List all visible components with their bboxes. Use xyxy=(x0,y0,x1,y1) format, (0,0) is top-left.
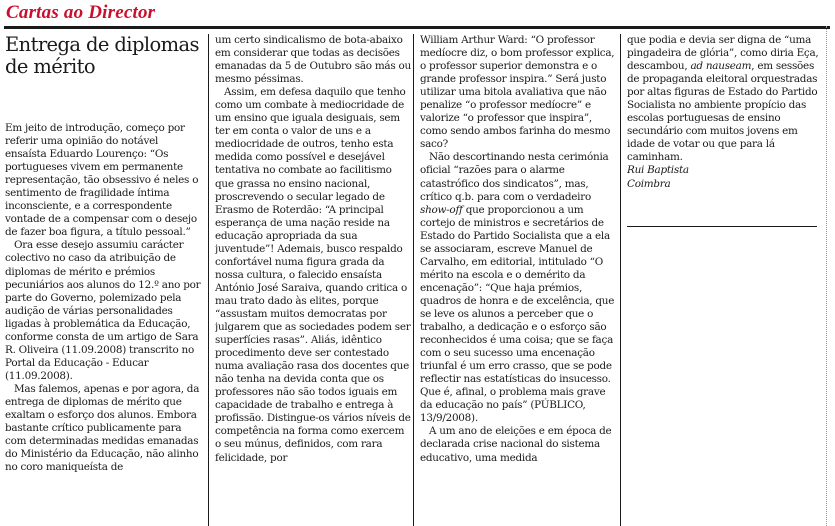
letter-column-4 xyxy=(627,34,823,526)
emphasis-text: ad nauseam xyxy=(690,60,752,73)
emphasis-text: show-off xyxy=(420,203,463,216)
paragraph: William Arthur Ward: “O professor medíocre diz, o bom professor explica, o professor superior demonstra e o grande professor inspira.” Será justo utilizar uma bitola avaliativa que não penalize “o professor medíocre” e valorize “o professor que inspira”, como sendo ambos farinha do mesmo saco? xyxy=(420,34,615,151)
paragraph: Mas falemos, apenas e por agora, da entrega de diplomas de mérito que exaltam o esforço dos alunos. Embora bastante crítico publicamente para com determinadas medidas emanadas do Ministério da Educação, não alinho no coro maniqueísta de xyxy=(5,382,200,474)
paragraph: um certo sindicalismo de bota-abaixo em considerar que todas as decisões emanadas da 5 de Outubro são más ou mesmo péssimas. xyxy=(215,34,411,86)
paragraph-text: que podia e devia ser digna de “uma pingadeira de glória”, como diria Eça, descambou, xyxy=(627,34,819,73)
letter-column-1 xyxy=(5,34,202,526)
letter-author: Rui Baptista xyxy=(627,164,689,177)
paragraph: Em jeito de introdução, começo por referir uma opinião do notável ensaísta Eduardo Lourenço: “Os portugueses vivem em permanente representação, tão obsessivo é neles o sentimento de fragilidade íntima inconsciente, e a correspondente vontade de a compensar com o desejo de fazer boa figura, a título pessoal.” xyxy=(5,122,199,239)
paragraph: Assim, em defesa daquilo que tenho como um combate à mediocridade de um ensino que iguala desiguais, sem ter em conta o valor de uns e a mediocridade de outros, tenho esta medida como possível e desejável tentativa no combate ao facilitismo que grassa no ensino nacional, proscrevendo o secular legado de Erasmo de Roterdão: “A principal esperança de uma nação reside na educação apropriada da sua juventude”! Ademais, busco respaldo confortável numa figura grada da nossa cultura, o falecido ensaísta António José Saraiva, quando critica o mau trato dado às elites, porque “assustam muitos democratas por julgarem que as sociedades podem ser superfícies rasas”. Aliás, idêntico procedimento deve ser contestado numa avaliação rasa dos docentes que não tenha na devida conta que os professores não são todos iguais em capacidade de trabalho e entrega à profissão. Distingue-os vários níveis de competência na forma como exercem o seu múnus, definidos, com rara felicidade, por xyxy=(215,86,411,464)
paragraph-text: que proporcionou a um cortejo de ministros e secretários de Estado do Partido Socialista que a ela se associaram, escreve Manuel de Carvalho, em editorial, intitulado “O mérito na escola e o demérito da encenação”: “Que haja prémios, quadros de honra e de excelência, que se leve os alunos a perceber que o trabalho, a dedicação e o esforço são reconhecidos é uma coisa; que se faça com o seu sucesso uma encenação triunfal é um erro crasso, que se pode reflectir nas estatísticas do insucesso. Que é, afinal, o problema mais grave da educação no país” (PÚBLICO, 13/9/2008). xyxy=(420,203,615,425)
paragraph-text: Não descortinando nesta cerimónia oficial “razões para o alarme catastrófico dos sindicatos”, mas, crítico q.b. para com o verdadeiro xyxy=(420,151,609,203)
page-edge-divider xyxy=(826,26,827,526)
end-rule xyxy=(627,226,817,227)
letter-column-3 xyxy=(420,34,617,526)
paragraph-text: , em sessões de propaganda eleitoral orquestradas por altas figuras de Estado do Partido Socialista no ambiente propício das escolas portuguesas de ensino secundário com muitos jovens em idade de votar ou que para lá caminham. xyxy=(627,60,818,164)
section-title: Cartas ao Director xyxy=(6,2,156,23)
letter-column-2 xyxy=(215,34,412,526)
column-rule xyxy=(620,34,621,526)
column-rule xyxy=(208,34,209,526)
letter-city: Coimbra xyxy=(627,177,671,190)
section-header xyxy=(4,2,830,29)
paragraph xyxy=(627,34,823,164)
letter-headline: Entrega de diplomas de mérito xyxy=(5,34,199,78)
paragraph xyxy=(420,151,617,425)
paragraph: A um ano de eleições e em época de declarada crise nacional do sistema educativo, uma medida xyxy=(420,425,612,464)
column-rule xyxy=(413,34,414,526)
paragraph: Ora esse desejo assumiu carácter colectivo no caso da atribuição de diplomas de mérito e prémios pecuniários aos alunos do 12.º ano por parte do Governo, polemizado pela audição de várias personalidades ligadas à problemática da Educação, conforme consta de um artigo de Sara R. Oliveira (11.09.2008) transcrito no Portal da Educação - Educar (11.09.2008). xyxy=(5,239,201,382)
